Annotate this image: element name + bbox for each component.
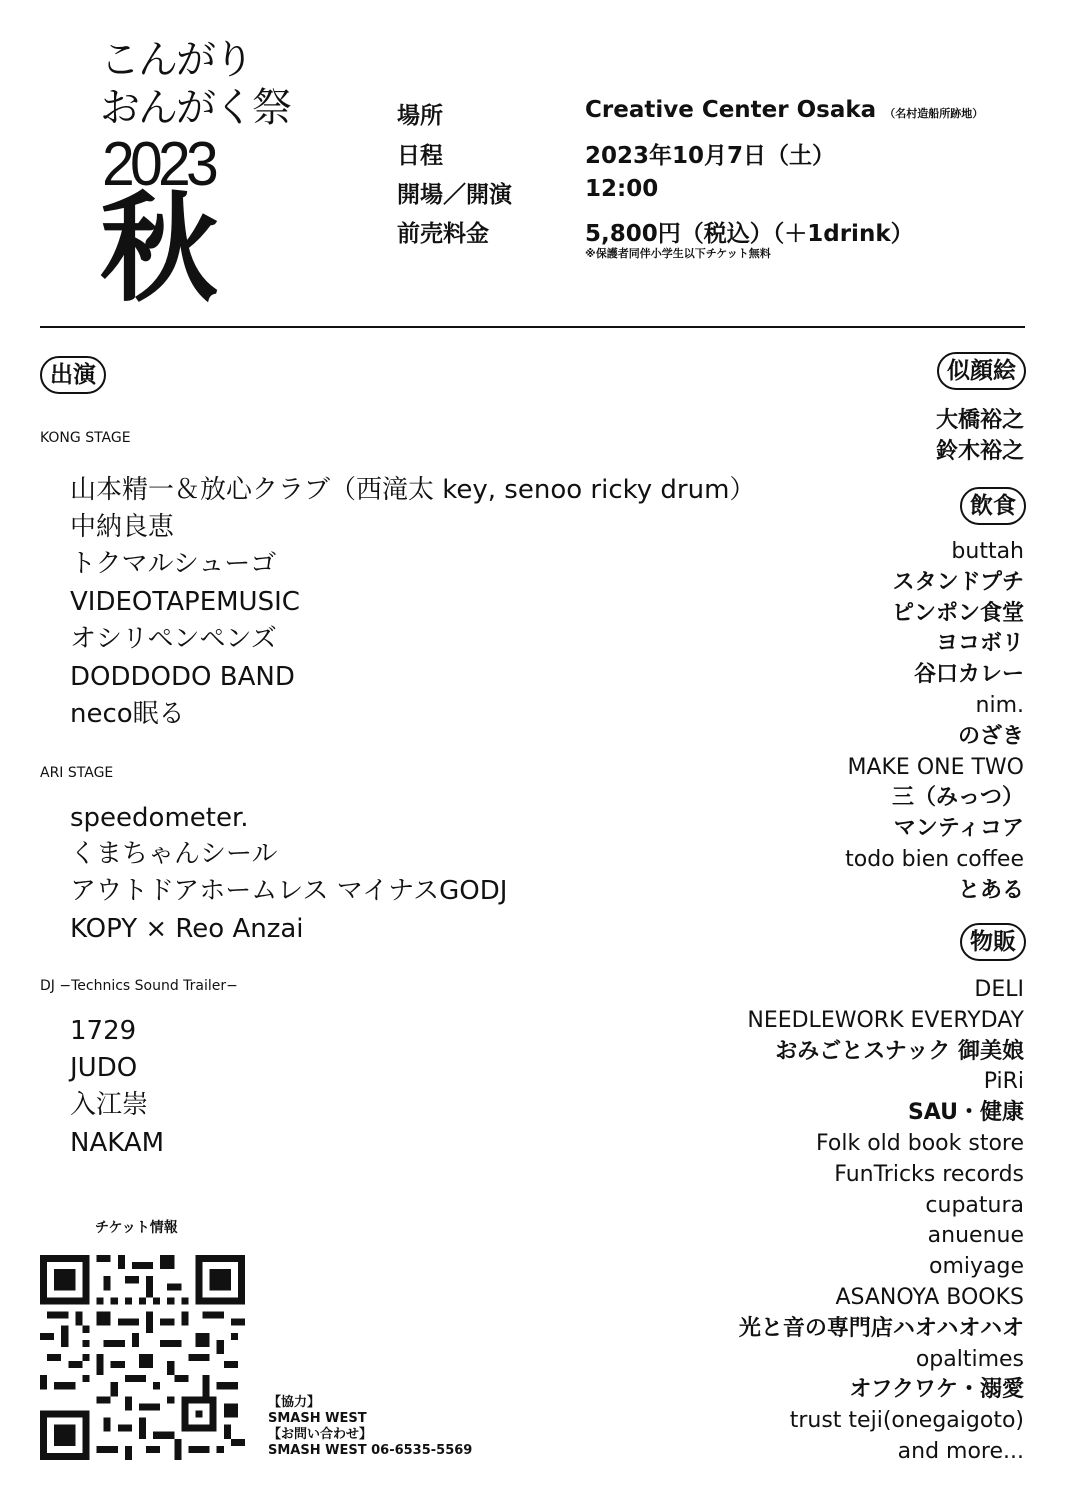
list-item: opaltimes bbox=[915, 1346, 1024, 1372]
logo-year: 2023 bbox=[102, 130, 215, 199]
list-item: NEEDLEWORK EVERYDAY bbox=[747, 1007, 1024, 1033]
food-list bbox=[845, 537, 1024, 907]
list-item: trust teji(onegaigoto) bbox=[789, 1408, 1024, 1434]
time-label: 開場／開演 bbox=[397, 182, 512, 208]
ari-stage-label: ARI STAGE bbox=[40, 765, 114, 781]
list-item: のざき bbox=[957, 723, 1024, 749]
logo-line-1: こんがり bbox=[100, 37, 252, 83]
list-item: anuenue bbox=[927, 1223, 1024, 1249]
performer-item: KOPY × Reo Anzai bbox=[70, 914, 304, 944]
dj-stage-label: DJ −Technics Sound Trailer− bbox=[40, 978, 238, 994]
performer-item: NAKAM bbox=[70, 1128, 165, 1158]
list-item: おみごとスナック 御美娘 bbox=[775, 1038, 1024, 1064]
list-item: buttah bbox=[951, 539, 1024, 564]
list-item: FunTricks records bbox=[834, 1161, 1024, 1187]
list-item: PiRi bbox=[983, 1069, 1024, 1095]
divider bbox=[40, 326, 1025, 328]
list-item: とある bbox=[957, 877, 1024, 903]
kong-stage-label: KONG STAGE bbox=[40, 430, 131, 446]
festival-logo bbox=[100, 37, 300, 318]
date-label: 日程 bbox=[397, 143, 443, 169]
goods-list bbox=[739, 975, 1024, 1468]
price-note: ※保護者同伴小学生以下チケット無料 bbox=[585, 247, 771, 260]
price-label: 前売料金 bbox=[397, 221, 489, 247]
list-item: MAKE ONE TWO bbox=[847, 754, 1024, 780]
support-name: SMASH WEST bbox=[268, 1411, 367, 1426]
goods-badge: 物販 bbox=[960, 923, 1026, 961]
logo-line-2: おんがく祭 bbox=[100, 85, 290, 131]
list-item: スタンドプチ bbox=[892, 569, 1024, 595]
ticket-label: チケット情報 bbox=[95, 1220, 178, 1236]
list-item: 大橋裕之 bbox=[935, 408, 1024, 433]
performer-item: VIDEOTAPEMUSIC bbox=[70, 587, 300, 617]
venue-name: Creative Center Osaka bbox=[585, 97, 877, 123]
performer-item: neco眠る bbox=[70, 699, 185, 729]
logo-season: 秋 bbox=[100, 179, 211, 318]
food-badge: 飲食 bbox=[960, 487, 1026, 525]
list-item: 三（みっつ） bbox=[891, 785, 1024, 811]
list-item: ASANOYA BOOKS bbox=[835, 1284, 1024, 1310]
list-item: マンティコア bbox=[893, 816, 1024, 842]
list-item: オフクワケ・溺愛 bbox=[849, 1377, 1024, 1403]
list-item: cupatura bbox=[925, 1192, 1024, 1218]
list-item: ヨコボリ bbox=[935, 631, 1024, 657]
portrait-list bbox=[936, 406, 1024, 468]
performer-item: 1729 bbox=[70, 1016, 137, 1046]
performer-item: 中納良恵 bbox=[70, 512, 175, 542]
performer-item: DODDODO BAND bbox=[70, 662, 295, 692]
performer-item: 入江崇 bbox=[70, 1090, 149, 1120]
list-item: Folk old book store bbox=[816, 1130, 1024, 1156]
performer-item: JUDO bbox=[70, 1053, 138, 1083]
list-item: todo bien coffee bbox=[845, 846, 1024, 872]
credit-block bbox=[268, 1395, 472, 1459]
performer-item: くまちゃんシール bbox=[70, 839, 278, 869]
portrait-badge: 似顔絵 bbox=[937, 352, 1026, 390]
performer-item: オシリペンペンズ bbox=[70, 624, 277, 654]
list-item: nim. bbox=[975, 692, 1024, 718]
list-item: and more... bbox=[897, 1438, 1024, 1464]
list-item: 鈴木裕之 bbox=[935, 438, 1024, 464]
venue-label: 場所 bbox=[397, 103, 443, 129]
time-value: 12:00 bbox=[585, 176, 659, 202]
list-item: omiyage bbox=[928, 1254, 1024, 1280]
venue-sub: （名村造船所跡地） bbox=[884, 107, 984, 120]
performer-item: トクマルシューゴ bbox=[70, 549, 277, 579]
venue-value bbox=[585, 97, 983, 123]
price-value: 5,800円（税込）（＋1drink） bbox=[585, 221, 914, 247]
lineup-badge: 出演 bbox=[40, 356, 106, 394]
support-label: 【協力】 bbox=[268, 1395, 321, 1410]
ticket-qr-code[interactable] bbox=[40, 1255, 245, 1460]
contact-label: 【お問い合わせ】 bbox=[268, 1427, 373, 1442]
list-item: ピンポン食堂 bbox=[891, 600, 1024, 626]
list-item: 谷口カレー bbox=[913, 662, 1024, 688]
performer-item: 山本精一＆放心クラブ（西滝太 key, senoo ricky drum） bbox=[70, 475, 756, 505]
list-item: DELI bbox=[974, 977, 1024, 1002]
contact-info: SMASH WEST 06-6535-5569 bbox=[268, 1443, 473, 1458]
performer-item: speedometer. bbox=[70, 803, 249, 833]
performer-item: アウトドアホームレス マイナスGODJ bbox=[70, 876, 508, 906]
list-item: SAU・健康 bbox=[907, 1100, 1024, 1126]
list-item: 光と音の専門店ハオハオハオ bbox=[738, 1315, 1024, 1341]
date-value: 2023年10月7日（土） bbox=[585, 143, 836, 169]
